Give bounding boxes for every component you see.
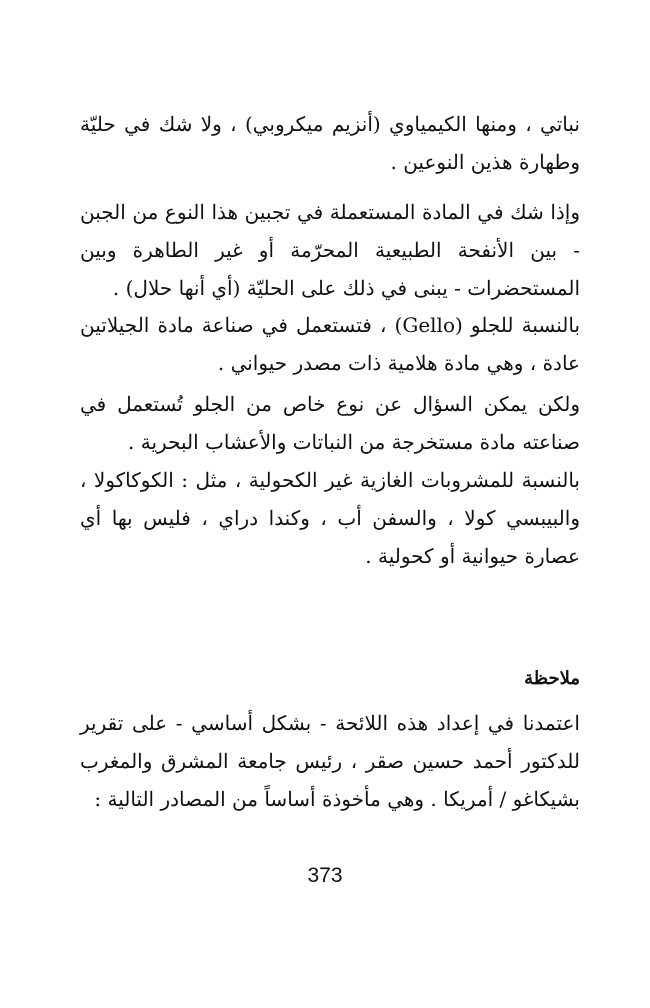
note-text: اعتمدنا في إعداد هذه اللائحة - بشكل أساسي - على تقرير للدكتور أحمد حسين صقر ، رئيس جامعة المشرق والمغرب بشيكاغو / أمريكا . وهي مأخوذة أساساً من المصادر التالية : [80,711,580,811]
paragraph-soft-drinks: بالنسبة للمشروبات الغازية غير الكحولية ، مثل : الكوكاكولا ، والبيبسي كولا ، والسفن أب ، وكندا دراي ، فليس بها أي عصارة حيوانية أو كحولية . [80,468,580,568]
note-heading: ملاحظة [524,668,580,689]
paragraph-cheese-rennet: وإذا شك في المادة المستعملة في تجبين هذا النوع من الجبن - بين الأنفحة الطبيعية المحرّمة أو غير الطاهرة وبين المستحضرات - يبنى في ذلك على الحليّة (أي أنها حلال) . [80,200,580,300]
paragraph-gello: بالنسبة للجلو (Gello) ، فتستعمل في صناعة مادة الجيلاتين عادة ، وهي مادة هلامية ذات مصدر حيواني . [80,313,581,375]
paragraph-gello-plant: ولكن يمكن السؤال عن نوع خاص من الجلو تُستعمل في صناعته مادة مستخرجة من النباتات والأعشاب البحرية . [80,392,580,454]
page-number: 373 [307,864,343,887]
paragraph-intro: نباتي ، ومنها الكيمياوي (أنزيم ميكروبي) ، ولا شك في حليّة وطهارة هذين النوعين . [80,112,580,174]
